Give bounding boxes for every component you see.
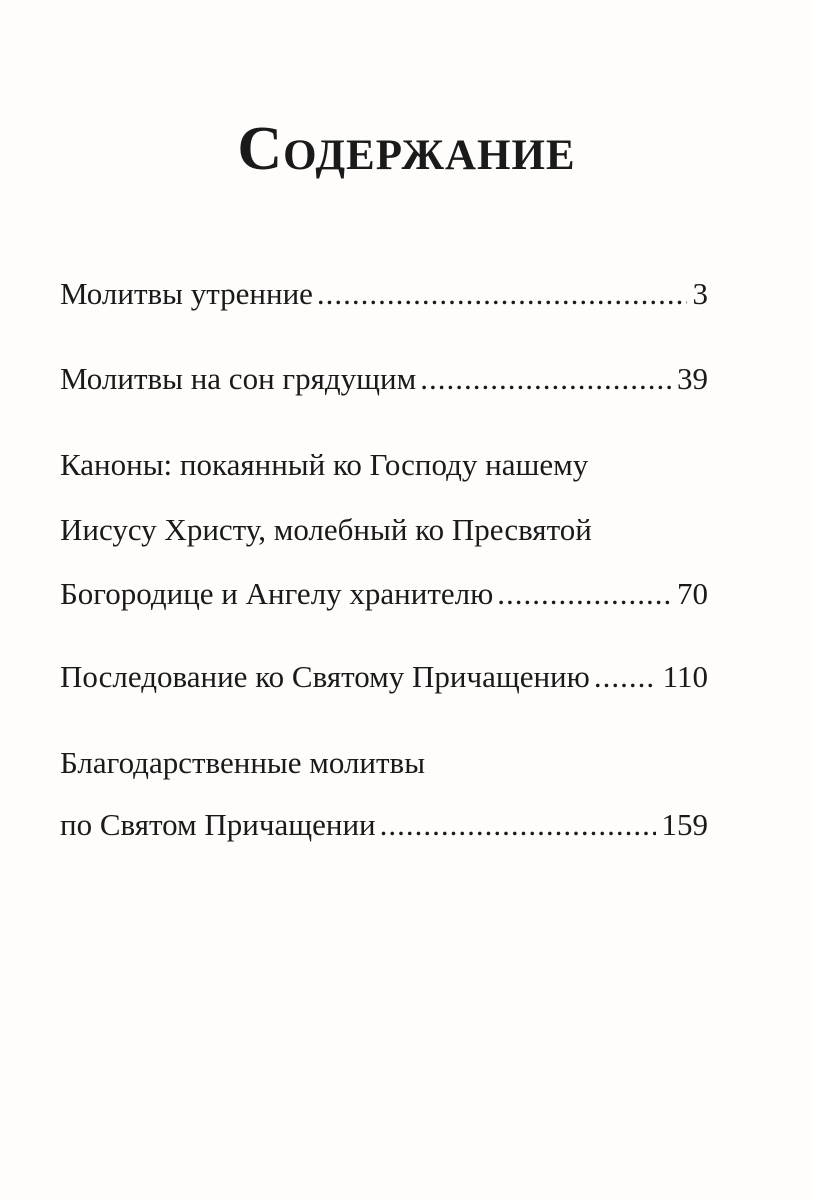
toc-entry-evening-prayers[interactable] xyxy=(60,357,708,401)
toc-entry-title: Каноны: покаянный ко Господу нашему xyxy=(60,447,589,482)
toc-entry-title: Молитвы на сон грядущим xyxy=(60,361,417,396)
toc-entry-title: Иисусу Христу, молебный ко Пресвятой xyxy=(60,512,592,547)
dot-leader xyxy=(497,572,671,616)
toc-entry-thanksgiving-line-1[interactable] xyxy=(60,741,708,785)
toc-entry-title: по Святом Причащении xyxy=(60,807,376,842)
dot-leader xyxy=(594,655,657,699)
toc-entry-canons-line-2[interactable] xyxy=(60,508,708,552)
toc-page-number: 159 xyxy=(661,807,708,842)
toc-entry-title: Последование ко Святому Причащению xyxy=(60,659,590,694)
page-title: Содержание xyxy=(237,115,576,183)
toc-entry-communion-rule[interactable] xyxy=(60,655,708,699)
dot-leader xyxy=(380,803,656,847)
toc-entry-morning-prayers[interactable] xyxy=(60,272,708,316)
toc-entry-thanksgiving-line-2[interactable] xyxy=(60,803,708,847)
toc-entry-title: Молитвы утренние xyxy=(60,276,313,311)
toc-page-number: 110 xyxy=(662,659,708,694)
dot-leader xyxy=(420,357,671,401)
toc-entry-canons-line-1[interactable] xyxy=(60,443,708,487)
toc-page-number: 3 xyxy=(692,276,708,311)
toc-page-number: 39 xyxy=(677,361,708,396)
toc-entry-title: Богородице и Ангелу хранителю xyxy=(60,576,494,611)
toc-entry-title: Благодарственные молитвы xyxy=(60,745,426,780)
toc-entry-canons-line-3[interactable] xyxy=(60,572,708,616)
toc-page-number: 70 xyxy=(677,576,708,611)
dot-leader xyxy=(317,272,687,316)
